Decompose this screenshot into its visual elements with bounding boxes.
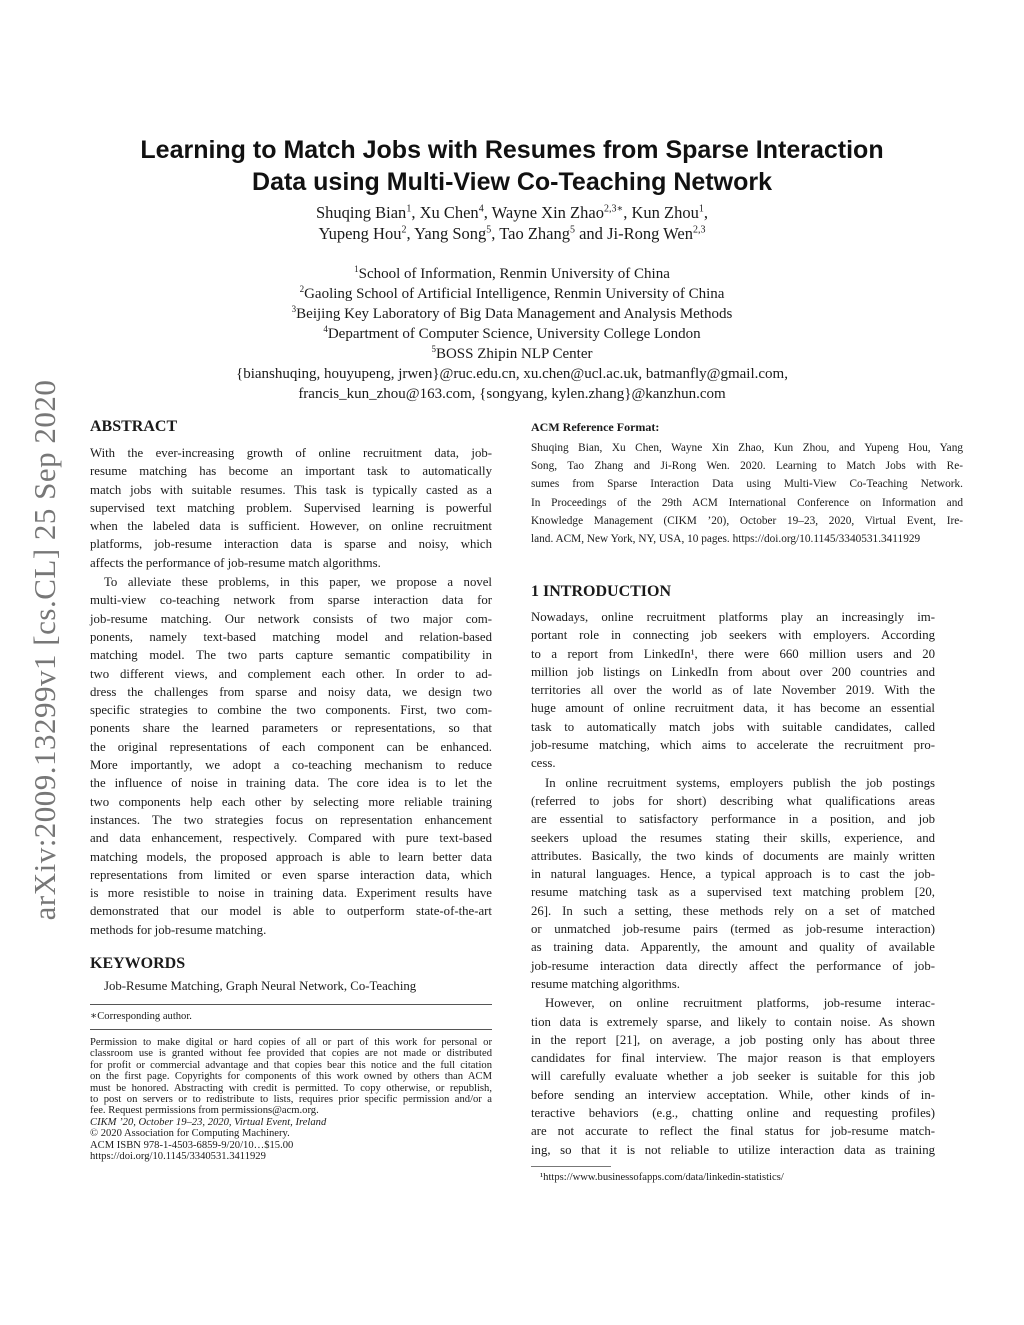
affiliation-marker: 3 — [291, 304, 297, 314]
affiliation-marker: 2 — [299, 284, 305, 294]
arxiv-identifier-stamp: arXiv:2009.13299v1 [cs.CL] 25 Sep 2020 — [27, 379, 62, 921]
author-row — [0, 202, 1024, 223]
text-line: resume matching task as a supervised text matching problem [20, — [531, 885, 935, 900]
reference-line: sumes from Sparse Interaction Data using Multi-View Co-Teaching Network. — [531, 478, 963, 491]
text-line: seekers upload the resumes stating their skills, experience, and — [531, 830, 935, 845]
reference-line: In Proceedings of the 29th ACM International Conference on Information and — [531, 496, 963, 509]
text-line: in natural languages. Hence, a typical approach is to cast the job- — [531, 867, 935, 882]
text-line: territories all over the world as of late November 2019. With the — [531, 683, 935, 698]
text-line: However, on online recruitment platforms, job-resume interac- — [545, 996, 935, 1011]
paragraph — [531, 608, 935, 773]
text-line: 26]. In such a setting, these methods rely on a set of matched — [531, 903, 935, 918]
paragraph — [531, 774, 935, 994]
affiliation-text: School of Information, Renmin University of China — [358, 266, 670, 282]
affiliation-text: Gaoling School of Artificial Intelligence, Renmin University of China — [304, 286, 725, 302]
text-line: huge amount of online recruitment data, it has become an essential — [531, 701, 935, 716]
text-line: the original representations of each component can be enhanced. — [90, 739, 492, 754]
paper-title — [0, 134, 1024, 198]
author-separator: and — [574, 224, 608, 243]
paragraph — [531, 994, 935, 1159]
author-name: Tao Zhang — [499, 224, 570, 243]
author-affiliation-marker: 1 — [698, 203, 704, 215]
text-line: match jobs with suitable resumes. This task is typically casted as a — [90, 482, 492, 497]
author-name: Ji-Rong Wen — [607, 224, 693, 243]
email-line: {bianshuqing, houyupeng, jrwen}@ruc.edu.cn, xu.chen@ucl.ac.uk, batmanfly@gmail.com, — [236, 366, 788, 382]
affiliation-marker: 4 — [323, 324, 328, 334]
affiliation-marker: 1 — [354, 264, 359, 274]
text-line: cess. — [531, 756, 556, 771]
title-line-1: Learning to Match Jobs with Resumes from Sparse Interaction — [140, 136, 884, 164]
text-line: Nowadays, online recruitment platforms play an increasingly im- — [531, 610, 935, 624]
text-line: In online recruitment systems, employers publish the job postings — [545, 775, 935, 790]
text-line: demonstrated that our model is able to outperform state-of-the-art — [90, 904, 492, 919]
text-line: instances. The two strategies focus on representation enhancement — [90, 812, 492, 827]
affiliation-line — [0, 324, 1024, 344]
text-line: in the report [21], on average, a job posting only has about three — [531, 1032, 935, 1047]
author-name: Yupeng Hou — [318, 224, 402, 243]
author-separator: , — [623, 203, 632, 222]
text-line: and data enhancement, respectively. Compared with pure text-based — [90, 831, 492, 846]
author-affiliation-marker: 4 — [478, 203, 484, 215]
copyright-line: © 2020 Association for Computing Machinery. — [90, 1128, 290, 1140]
text-line: before sending an interview acceptation. While, other kinds of in- — [531, 1087, 935, 1102]
text-line: To alleviate these problems, in this paper, we propose a novel — [104, 575, 492, 590]
paragraph — [90, 444, 492, 572]
keywords-heading: KEYWORDS — [90, 955, 186, 972]
text-line: ponents share the learned parameters or representations, so that — [90, 721, 492, 736]
affiliation-line — [0, 344, 1024, 364]
paragraph — [90, 573, 492, 939]
email-line: francis_kun_zhou@163.com, {songyang, kylen.zhang}@kanzhun.com — [298, 386, 726, 402]
text-line: when the labeled data is sufficient. However, on online recruitment — [90, 519, 492, 534]
permission-line: fee. Request permissions from permissions@acm.org. — [90, 1105, 319, 1117]
text-line: are essential to satisfactory performance in a position, and job — [531, 812, 935, 827]
affiliation-marker: 5 — [431, 344, 436, 354]
text-line: attributes. Basically, the two kinds of documents are mainly written — [531, 848, 935, 863]
author-affiliation-marker: 2,3∗ — [603, 203, 624, 215]
permission-line: for profit or commercial advantage and that copies bear this notice and the full citation — [90, 1059, 492, 1071]
text-line: job-resume matching, which aims to accelerate the recruitment pro- — [531, 738, 935, 753]
reference-line: Knowledge Management (CIKM ’20), October 19–23, 2020, Virtual Event, Ire- — [531, 514, 963, 527]
introduction-body — [531, 608, 935, 1160]
permission-line: on the first page. Copyrights for components of this work owned by others than ACM — [90, 1071, 492, 1083]
affiliation-text: BOSS Zhipin NLP Center — [435, 346, 593, 362]
text-line: With the ever-increasing growth of online recruitment data, job- — [90, 446, 492, 460]
reference-line: Song, Tao Zhang and Ji-Rong Wen. 2020. Learning to Match Jobs with Re- — [531, 460, 963, 473]
author-list — [0, 202, 1024, 244]
permission-line: classroom use is granted without fee provided that copies are not made or distributed — [90, 1048, 492, 1060]
text-line: resume matching algorithms. — [531, 976, 680, 991]
title-line-2: Data using Multi-View Co-Teaching Network — [252, 168, 772, 196]
permission-notice — [90, 1037, 492, 1162]
text-line: multi-view co-teaching network from sparse interaction data for — [90, 593, 492, 608]
text-line: the influence of noise in training data. The core idea is to let the — [90, 776, 492, 791]
affiliation-line — [0, 264, 1024, 284]
introduction-heading: 1 INTRODUCTION — [531, 583, 672, 600]
author-affiliation-marker: 5 — [569, 224, 575, 236]
text-line: as training data. Apparently, the amount and quality of available — [531, 940, 935, 955]
text-line: ponents, namely text-based matching model and relation-based — [90, 629, 492, 644]
reference-line: Shuqing Bian, Xu Chen, Wayne Xin Zhao, Kun Zhou, and Yupeng Hou, Yang — [531, 442, 963, 454]
author-separator: , — [703, 203, 708, 222]
text-line: million job listings on LinkedIn from about over 200 countries and — [531, 664, 935, 679]
abstract-heading: ABSTRACT — [90, 418, 178, 435]
text-line: tion data is extremely sparse, and likely to contain noise. As shown — [531, 1014, 935, 1029]
affiliation-line — [0, 304, 1024, 324]
text-line: affects the performance of job-resume match algorithms. — [90, 555, 381, 570]
text-line: resume matching has become an important task to automatically — [90, 464, 492, 479]
author-separator: , — [406, 224, 415, 243]
text-line: matching model. The two parts capture semantic compatibility in — [90, 648, 492, 663]
permission-line: Permission to make digital or hard copies of all or part of this work for personal or — [90, 1037, 492, 1048]
author-name: Xu Chen — [419, 203, 479, 222]
text-line: representations from limited or even sparse interaction data, which — [90, 867, 492, 882]
author-separator: , — [483, 203, 492, 222]
author-name: Yang Song — [414, 224, 487, 243]
text-line: is more resistible to noise in training data. Experiment results have — [90, 886, 492, 901]
author-affiliation-marker: 2,3 — [692, 224, 706, 236]
text-line: specific strategies to combine the two components. First, two com- — [90, 703, 492, 718]
acm-reference-body — [531, 439, 963, 548]
isbn-line: ACM ISBN 978-1-4503-6859-9/20/10…$15.00 — [90, 1139, 294, 1151]
affiliation-line — [0, 284, 1024, 304]
affiliation-text: Beijing Key Laboratory of Big Data Management and Analysis Methods — [296, 306, 733, 322]
permission-divider — [90, 1029, 492, 1030]
text-line: or unmatched job-resume pairs (termed as job-resume interaction) — [531, 922, 935, 937]
text-line: (referred to jobs for short) describing what qualifications areas — [531, 793, 935, 808]
acm-reference-heading: ACM Reference Format: — [531, 420, 660, 434]
text-line: ing, so that it is not reliable to utilize interaction data as training — [531, 1142, 935, 1157]
text-line: platforms, job-resume interaction data is sparse and noisy, which — [90, 537, 492, 552]
permission-line: must be honored. Abstracting with credit is permitted. To copy otherwise, or republish, — [90, 1082, 492, 1094]
affiliations — [0, 264, 1024, 404]
author-name: Kun Zhou — [631, 203, 699, 222]
affiliation-text: Department of Computer Science, University College London — [327, 326, 701, 342]
text-line: teractive behaviors (e.g., chatting online and requesting profiles) — [531, 1106, 935, 1121]
text-line: two components help each other by selecting more reliable training — [90, 794, 492, 809]
abstract-body — [90, 444, 492, 940]
text-line: matching models, the proposed approach is able to learn better data — [90, 849, 492, 864]
permission-line: to post on servers or to redistribute to lists, requires prior specific permission and/or a — [90, 1094, 492, 1106]
text-line: two different views, and complement each other. In order to ad- — [90, 666, 492, 681]
text-line: candidates for final interview. The major reason is that employers — [531, 1051, 935, 1066]
author-name: Shuqing Bian — [316, 203, 407, 222]
text-line: portant role in connecting job seekers with employers. According — [531, 628, 935, 643]
text-line: to a report from LinkedIn¹, there were 660 million users and 20 — [531, 646, 935, 661]
author-separator: , — [491, 224, 500, 243]
author-name: Wayne Xin Zhao — [491, 203, 604, 222]
corresponding-author-note: ∗Corresponding author. — [90, 1011, 192, 1022]
author-separator: , — [411, 203, 420, 222]
text-line: job-resume matching. Our network consists of two major com- — [90, 611, 492, 626]
doi-link[interactable]: https://doi.org/10.1145/3340531.3411929 — [90, 1151, 266, 1163]
text-line: job-resume interaction data directly affect the performance of job- — [531, 958, 935, 973]
author-row — [0, 223, 1024, 244]
reference-line: land. ACM, New York, NY, USA, 10 pages. https://doi.org/10.1145/3340531.3411929 — [531, 533, 921, 546]
author-affiliation-marker: 5 — [486, 224, 492, 236]
footnote-divider — [531, 1166, 611, 1167]
text-line: are not accurate to reflect the final status for job-resume match- — [531, 1124, 935, 1139]
text-line: will carefully evaluate whether a job seeker is suitable for this job — [531, 1069, 935, 1084]
text-line: More importantly, we adopt a co-teaching mechanism to reduce — [90, 758, 492, 773]
text-line: task to automatically match jobs with suitable candidates, called — [531, 719, 935, 734]
footnote-divider — [90, 1004, 492, 1005]
text-line: dress the challenges from sparse and noisy data, we design two — [90, 684, 492, 699]
keywords-text: Job-Resume Matching, Graph Neural Network, Co-Teaching — [104, 979, 417, 993]
text-line: methods for job-resume matching. — [90, 922, 267, 937]
author-affiliation-marker: 1 — [406, 203, 412, 215]
venue-line: CIKM ’20, October 19–23, 2020, Virtual Event, Ireland — [90, 1116, 327, 1128]
linkedin-footnote[interactable]: ¹https://www.businessofapps.com/data/linkedin-statistics/ — [540, 1172, 784, 1183]
author-affiliation-marker: 2 — [401, 224, 407, 236]
text-line: supervised text matching problem. Supervised learning is powerful — [90, 500, 492, 515]
